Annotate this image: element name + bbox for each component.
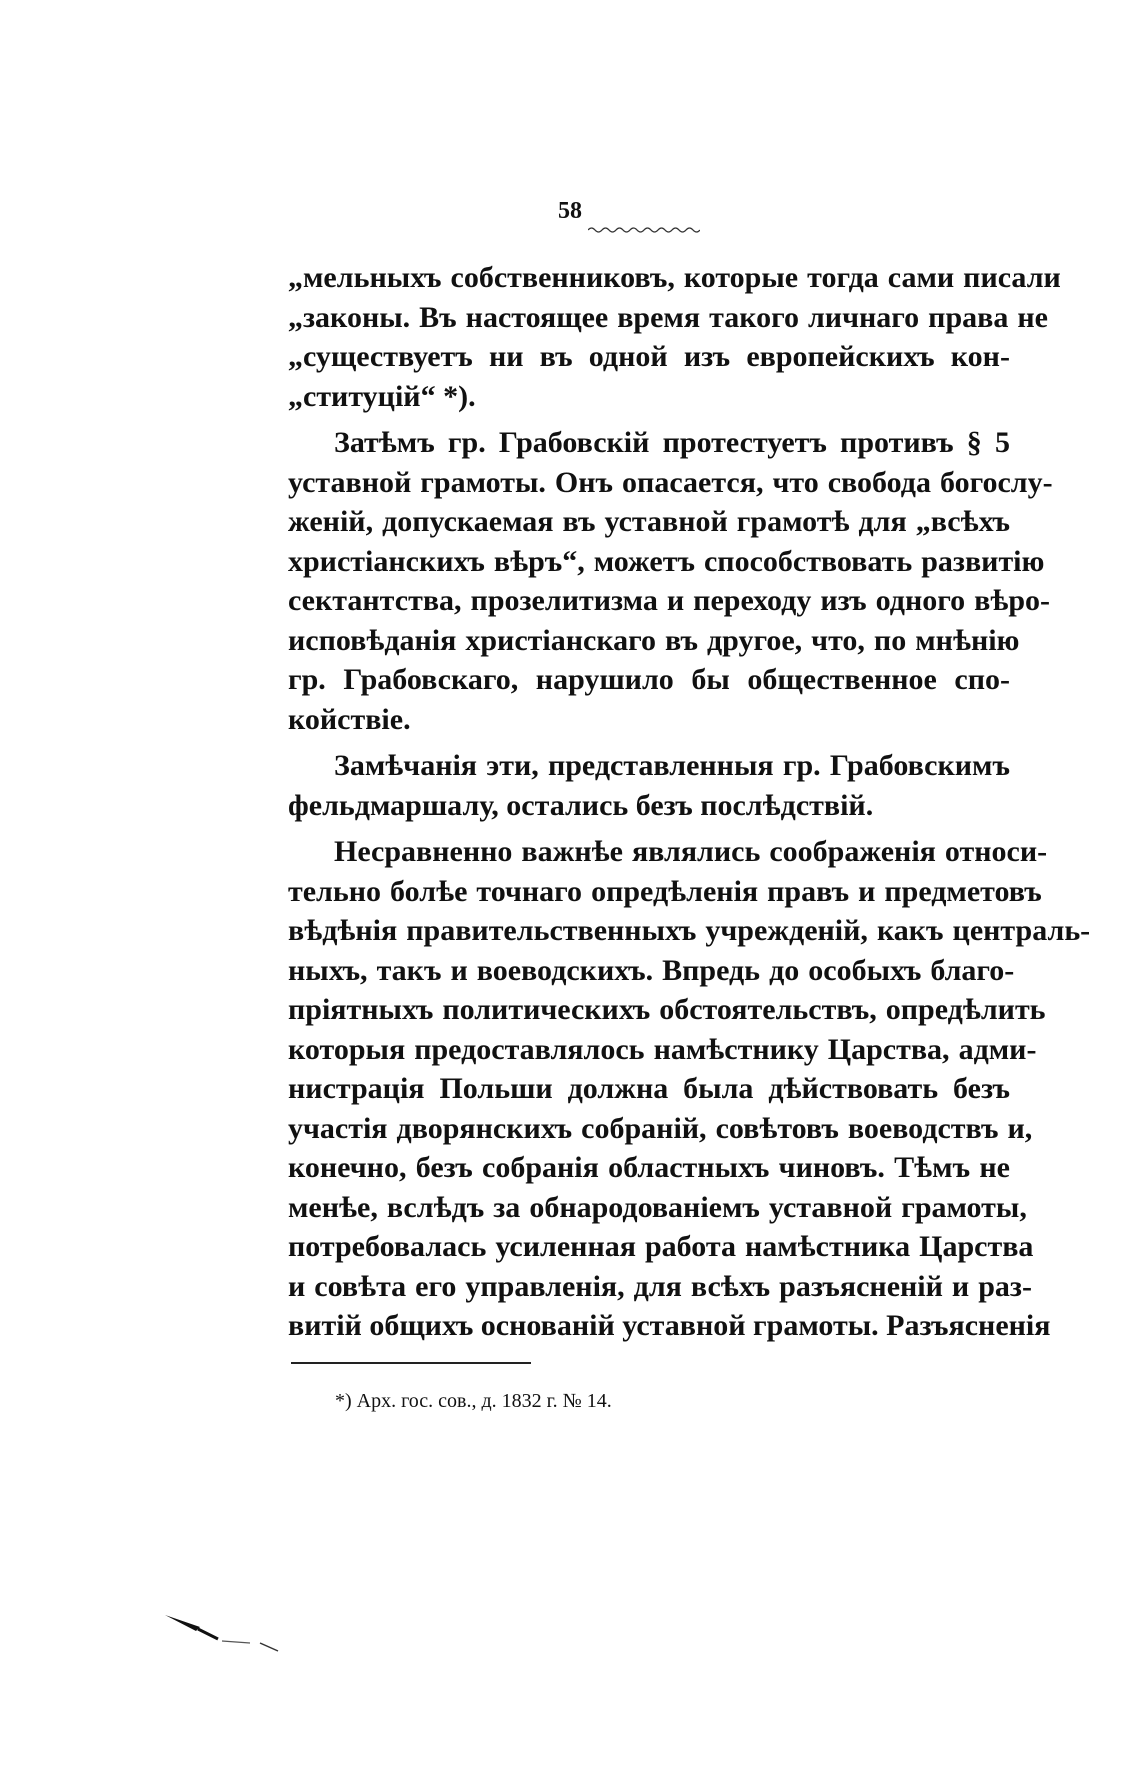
scan-artifact-mark — [160, 1605, 310, 1655]
text-line: „существуетъ ни въ одной изъ европейскихъ кон- — [288, 340, 1010, 373]
text-line: женій, допускаемая въ уставной грамотѣ для „всѣхъ — [288, 505, 1010, 538]
text-line: тельно болѣе точнаго опредѣленія правъ и предметовъ — [288, 874, 1042, 908]
text-line: „мельныхъ собственниковъ, которые тогда сами писали — [288, 261, 1061, 294]
text-line: койствіе. — [288, 702, 411, 736]
text-line: христіанскихъ вѣръ“, можетъ способствовать развитію — [288, 544, 1045, 578]
text-line: потребовалась усиленная работа намѣстника Царства — [288, 1230, 1034, 1263]
footnote: *) Арх. гос. сов., д. 1832 г. № 14. — [335, 1390, 612, 1412]
text-line: вѣдѣнія правительственныхъ учрежденій, какъ централь- — [288, 914, 1091, 947]
text-line: „ституцій“ *). — [288, 379, 476, 413]
text-line: нистрація Польши должна была дѣйствовать безъ — [288, 1072, 1010, 1105]
text-line: Затѣмъ гр. Грабовскій протестуетъ противъ § 5 — [334, 426, 1010, 459]
text-line: сектантства, прозелитизма и переходу изъ одного вѣро- — [288, 584, 1051, 617]
text-line: витій общихъ основаній уставной грамоты. Разъясненія — [288, 1309, 1051, 1342]
page-number: 58 — [558, 198, 582, 224]
text-line: гр. Грабовскаго, нарушило бы общественное спо- — [288, 663, 1010, 696]
text-line: менѣе, вслѣдъ за обнародованіемъ уставной грамоты, — [288, 1190, 1027, 1224]
text-line: „законы. Въ настоящее время такого личнаго права не — [288, 300, 1048, 334]
footnote-divider — [291, 1362, 531, 1364]
text-line: и совѣта его управленія, для всѣхъ разъясненій и раз- — [288, 1269, 1032, 1303]
text-line: которыя предоставлялось намѣстнику Царства, адми- — [288, 1032, 1037, 1066]
text-line: пріятныхъ политическихъ обстоятельствъ, опредѣлить — [288, 993, 1046, 1026]
text-line: участія дворянскихъ собраній, совѣтовъ воеводствъ и, — [288, 1111, 1033, 1145]
text-line: исповѣданія христіанскаго въ другое, что, по мнѣнію — [288, 623, 1020, 657]
text-line: конечно, безъ собранія областныхъ чиновъ. Тѣмъ не — [288, 1151, 1010, 1184]
text-line: уставной грамоты. Онъ опасается, что свобода богослу- — [288, 465, 1053, 499]
main-text — [288, 258, 1091, 1346]
text-line: фельдмаршалу, остались безъ послѣдствій. — [288, 788, 874, 822]
text-line: ныхъ, такъ и воеводскихъ. Впредь до особыхъ благо- — [288, 953, 1015, 987]
text-line: Несравненно важнѣе являлись соображенія относи- — [334, 835, 1048, 868]
text-line: Замѣчанія эти, представленныя гр. Грабовскимъ — [334, 749, 1010, 782]
page-number-wavy-underline — [588, 226, 700, 234]
